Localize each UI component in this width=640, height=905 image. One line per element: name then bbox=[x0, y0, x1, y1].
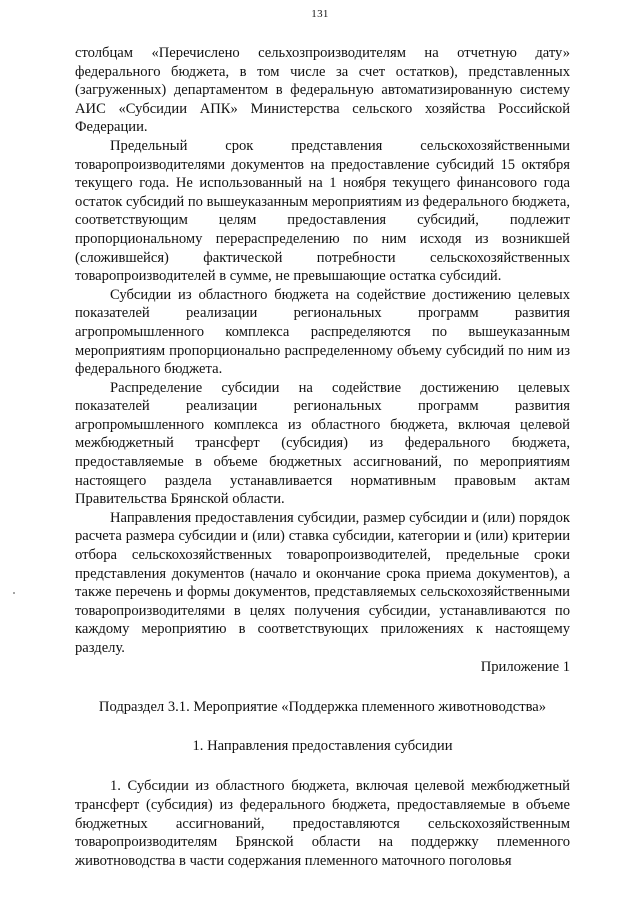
paragraph-item-1: 1. Субсидии из областного бюджета, включая целевой межбюджетный трансферт (субсидия) из федерального бюджета, предоставляемые в объеме бюджетных ассигнований, предоставляются сельскохозяйственным товаропроизводителям Брянской области на поддержку племенного животноводства в части содержания племенного маточного поголовья bbox=[75, 778, 570, 869]
paragraph-deadline: Предельный срок представления сельскохозяйственными товаропроизводителями документов на предоставление субсидий 15 октября текущего года. Не использованный на 1 ноября текущего финансового года остаток субсидий по вышеуказанным мероприятиям из федерального бюджета, соответствующим целям предоставления субсидий, подлежит пропорциональному перераспределению по ним исходя из возникшей (сложившейся) фактической потребности сельскохозяйственных товаропроизводителей в сумме, не превышающие остатка субсидий. bbox=[75, 137, 570, 285]
paragraph-distribution: Распределение субсидии на содействие достижению целевых показателей реализации региональных программ развития агропромышленного комплекса из областного бюджета, включая целевой межбюджетный трансферт (субсидия) из федерального бюджета, предоставляемые в объеме бюджетных ассигнований, по мероприятиям настоящего раздела устанавливается нормативным правовым актам Правительства Брянской области. bbox=[75, 379, 570, 508]
appendix-label: Приложение 1 bbox=[480, 658, 570, 675]
paragraph-continuation: столбцам «Перечислено сельхозпроизводителям на отчетную дату» федерального бюджета, в том числе за счет остатков), представленных (загруженных) департаментом в федеральную автоматизированную систему АИС «Субсидии АПК» Министерства сельского хозяйства Российской Федерации. bbox=[75, 45, 570, 136]
subsection-title: Подраздел 3.1. Мероприятие «Поддержка племенного животноводства» bbox=[98, 699, 547, 716]
page-number: 131 bbox=[311, 8, 329, 20]
document-body bbox=[75, 44, 570, 870]
paragraph-regional-subsidies: Субсидии из областного бюджета на содействие достижению целевых показателей реализации региональных программ развития агропромышленного комплекса распределяются по вышеуказанным мероприятиям пропорционально распределенному объему субсидий по ним из федерального бюджета. bbox=[75, 286, 570, 378]
paragraph-directions: Направления предоставления субсидии, размер субсидии и (или) порядок расчета размера субсидии и (или) ставка субсидии, категории и (или) критерии отбора сельскохозяйственных товаропроизводителей, предельные сроки представления документов (начало и окончание срока приема документов), а также перечень и формы документов, представляемых сельскохозяйственными товаропроизводителями в целях получения субсидии, устанавливаются по каждому мероприятию в соответствующих приложениях к настоящему разделу. bbox=[75, 509, 570, 656]
margin-mark bbox=[13, 592, 15, 594]
section-heading: 1. Направления предоставления субсидии bbox=[192, 737, 453, 754]
